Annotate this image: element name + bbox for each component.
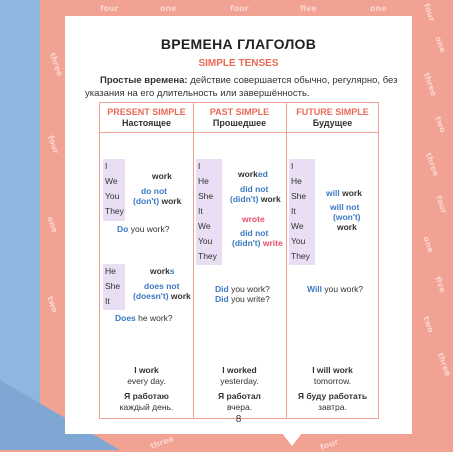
irregular-verb: wrote: [242, 214, 265, 224]
question-rest: you write?: [231, 294, 270, 304]
pronoun: He: [198, 176, 209, 186]
decorative-word: two: [45, 295, 60, 314]
pronoun: They: [291, 251, 310, 261]
pronoun: We: [291, 221, 304, 231]
question-aux: Does: [115, 313, 136, 323]
verb-negative-line: [230, 194, 281, 204]
pronoun: We: [198, 221, 211, 231]
future-verb: work: [342, 188, 362, 198]
page-title: ВРЕМЕНА ГЛАГОЛОВ: [160, 36, 317, 52]
verb-base: work: [238, 169, 258, 179]
verb-negative-verb: work: [170, 291, 191, 301]
verb-negative-contraction: (don't): [133, 196, 160, 206]
pronoun: They: [105, 206, 124, 216]
pronoun: It: [105, 296, 110, 306]
question-rest: you work?: [231, 284, 270, 294]
example-en-cont: yesterday.: [220, 376, 259, 386]
example-ru-cont: завтра.: [318, 402, 347, 412]
header-past-en: PAST SIMPLE: [209, 107, 270, 117]
verb-negative-verb: work: [161, 196, 182, 206]
example-en: I work: [134, 365, 159, 375]
question-line: [215, 294, 270, 304]
intro-text: действие совершается обычно, регулярно, без указания на его длительность или завершённость.: [85, 75, 398, 99]
question-line: [117, 224, 169, 234]
header-future-ru: Будущее: [312, 118, 353, 128]
pronoun-block: [196, 159, 222, 265]
verb-negative-aux: will not: [330, 202, 360, 212]
verb-negative-contraction: (doesn't): [133, 291, 169, 301]
verb-negative-aux: did not: [240, 228, 269, 238]
verb-negative-line: [232, 238, 283, 248]
decorative-word: four: [433, 194, 449, 215]
verb-negative-aux: did not: [240, 184, 269, 194]
example-ru: Я буду работать: [297, 391, 368, 401]
page-notch: [275, 424, 309, 446]
pronoun-block: [103, 264, 125, 310]
header-past-ru: Прошедшее: [212, 118, 267, 128]
pronoun: He: [105, 266, 116, 276]
question-aux: Did: [215, 284, 229, 294]
decorative-word: three: [149, 434, 176, 451]
verb-affirmative: [150, 266, 175, 276]
decorative-word: one: [370, 4, 387, 13]
intro-paragraph: [85, 74, 403, 100]
verb-negative-verb: work: [337, 222, 357, 232]
verb-negative-line: [133, 291, 191, 301]
pronoun: You: [198, 236, 213, 246]
example-ru-cont: вчера.: [226, 402, 253, 412]
question-aux: Do: [117, 224, 129, 234]
pronoun: It: [198, 206, 203, 216]
header-future: [286, 107, 379, 128]
tenses-table: [99, 102, 379, 419]
example-en: I worked: [222, 365, 257, 375]
pronoun: She: [198, 191, 214, 201]
blue-side-band: [0, 0, 40, 450]
header-divider: [100, 132, 378, 133]
header-present-en: PRESENT SIMPLE: [107, 107, 186, 117]
question-line: [215, 284, 270, 294]
decorative-word: four: [45, 134, 61, 155]
decorative-word: five: [300, 4, 317, 13]
example-en-cont: every day.: [127, 376, 166, 386]
pronoun: We: [105, 176, 118, 186]
header-future-en: FUTURE SIMPLE: [296, 107, 369, 117]
question-rest: you work?: [324, 284, 364, 294]
decorative-word: three: [47, 51, 65, 78]
question-line: [115, 313, 173, 323]
decorative-word: three: [423, 151, 441, 178]
textbook-page: [65, 16, 412, 434]
example-en: I will work: [312, 365, 353, 375]
header-present-ru: Настоящее: [121, 118, 172, 128]
decorative-word: three: [421, 71, 439, 98]
decorative-word: four: [100, 4, 119, 13]
verb-base: work: [150, 266, 170, 276]
question-aux: Will: [307, 284, 323, 294]
future-aux: will: [326, 188, 340, 198]
question-rest: he work?: [138, 313, 173, 323]
pronoun: She: [291, 191, 307, 201]
verb-affirmative: [326, 188, 362, 198]
verb-negative-aux: does not: [144, 281, 180, 291]
decorative-word: one: [421, 235, 436, 254]
header-past: [193, 107, 286, 128]
page-number: 8: [235, 414, 242, 425]
pronoun: It: [291, 206, 296, 216]
header-present: [100, 107, 193, 128]
decorative-word: four: [421, 2, 437, 23]
decorative-word: one: [45, 215, 60, 234]
decorative-word: four: [230, 4, 249, 13]
verb-negative-line: [133, 196, 181, 206]
example-ru-cont: каждый день.: [119, 402, 174, 412]
question-aux: Did: [215, 294, 229, 304]
verb-affirmative: [238, 169, 268, 179]
pronoun: I: [105, 161, 108, 171]
page-subtitle: SIMPLE TENSES: [198, 58, 279, 69]
verb-negative-verb: work: [260, 194, 281, 204]
pronoun: You: [105, 191, 120, 201]
decorative-word: five: [433, 275, 448, 294]
pronoun: You: [291, 236, 306, 246]
verb-negative-contraction: (won't): [333, 212, 361, 222]
pronoun-block: [103, 159, 125, 221]
pronoun: They: [198, 251, 217, 261]
decorative-word: two: [421, 315, 436, 334]
verb-negative-contraction: (didn't): [230, 194, 259, 204]
pronoun-block: [289, 159, 315, 265]
decorative-word: one: [160, 4, 177, 13]
pronoun: He: [291, 176, 302, 186]
example-en-cont: tomorrow.: [313, 376, 352, 386]
verb-negative-contraction: (didn't): [232, 238, 261, 248]
verb-ending: ed: [257, 169, 268, 179]
example-ru: Я работал: [218, 391, 261, 401]
decorative-word: four: [319, 437, 340, 452]
verb-ending: s: [169, 266, 175, 276]
intro-bold: Простые времена:: [100, 75, 188, 86]
pronoun: I: [291, 161, 294, 171]
decorative-word: three: [435, 351, 453, 378]
decorative-word: two: [433, 115, 448, 134]
verb-negative-aux: do not: [141, 186, 167, 196]
irregular-negative-verb: write: [262, 238, 283, 248]
example-ru: Я работаю: [124, 391, 169, 401]
decorative-word: one: [433, 35, 448, 54]
verb-affirmative: work: [152, 171, 172, 181]
question-rest: you work?: [130, 224, 170, 234]
pronoun: I: [198, 161, 201, 171]
question-line: [307, 284, 363, 294]
pronoun: She: [105, 281, 121, 291]
